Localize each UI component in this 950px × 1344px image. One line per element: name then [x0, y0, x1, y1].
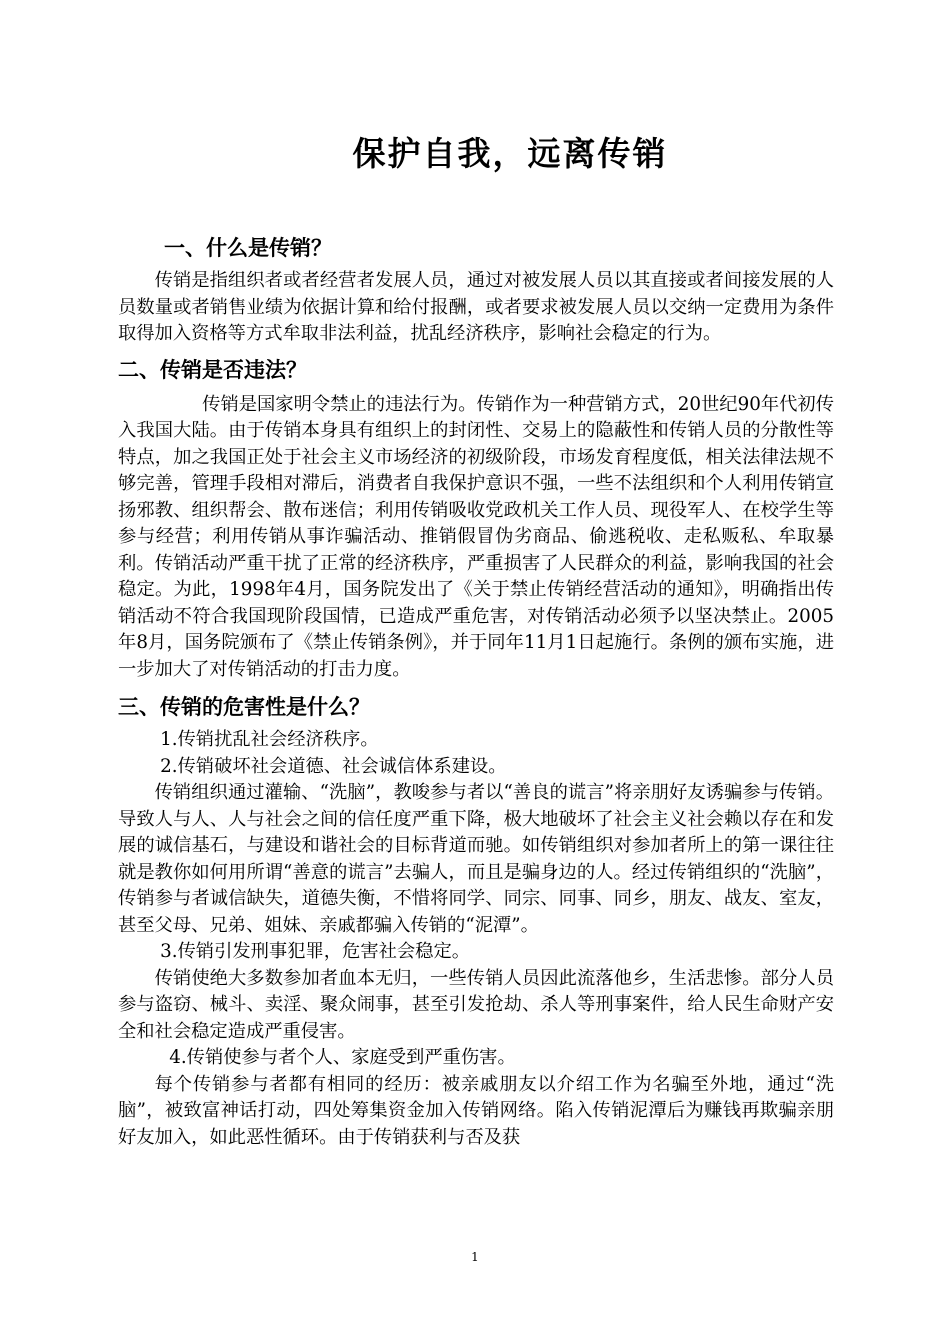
paragraph-harm-3: 传销使绝大多数参加者血本无归，一些传销人员因此流落他乡，生活悲惨。部分人员参与盗窃、械斗、卖淫、聚众闹事，甚至引发抢劫、杀人等刑事案件，给人民生命财产安全和社会稳定造成严重侵害。 [118, 967, 834, 1042]
section-heading-harm: 三、传销的危害性是什么？ [118, 695, 370, 719]
list-item-harm-1: 1.传销扰乱社会经济秩序。 [160, 729, 379, 750]
document-body [118, 232, 834, 1151]
list-item-harm-3: 3.传销引发刑事犯罪，危害社会稳定。 [160, 941, 471, 962]
section-heading-illegal: 二、传销是否违法？ [118, 357, 307, 382]
list-item-harm-2: 2.传销破坏社会道德、社会诚信体系建设。 [160, 755, 507, 777]
paragraph-harm-4: 每个传销参与者都有相同的经历：被亲戚朋友以介绍工作为名骗至外地，通过“洗脑”，被致富神话打动，四处筹集资金加入传销网络。陷入传销泥潭后为赚钱再欺骗亲朋好友加入，如此恶性循环。由于传销获利与否及获 [118, 1073, 834, 1148]
paragraph-harm-2: 传销组织通过灌输、“洗脑”，教唆参与者以“善良的谎言”将亲朋好友诱骗参与传销。导致人与人、人与社会之间的信任度严重下降，极大地破坏了社会主义社会赖以存在和发展的诚信基石，与建设和谐社会的目标背道而驰。如传销组织对参加者所上的第一课往往就是教你如何用所谓“善意的谎言”去骗人，而且是骗身边的人。经过传销组织的“洗脑”，传销参与者诚信缺失，道德失衡，不惜将同学、同宗、同事、同乡，朋友、战友、室友，甚至父母、兄弟、姐妹、亲戚都骗入传销的“泥潭”。 [118, 782, 834, 936]
page-number: 1 [471, 1250, 479, 1264]
paragraph-illegal: 传销是国家明令禁止的违法行为。传销作为一种营销方式，20世纪90年代初传入我国大陆。由于传销本身具有组织上的封闭性、交易上的隐蔽性和传销人员的分散性等特点，加之我国正处于社会主义市场经济的初级阶段，市场发育程度低，相关法律法规不够完善，管理手段相对滞后，消费者自我保护意识不强，一些不法组织和个人利用传销宣扬邪教、组织帮会、散布迷信；利用传销吸收党政机关工作人员、现役军人、在校学生等参与经营；利用传销从事诈骗活动、推销假冒伪劣商品、偷逃税收、走私贩私、牟取暴利。传销活动严重干扰了正常的经济秩序，严重损害了人民群众的利益，影响我国的社会稳定。为此，1998年4月，国务院发出了《关于禁止传销经营活动的通知》，明确指出传销活动不符合我国现阶段国情，已造成严重危害，对传销活动必须予以坚决禁止。2005年8月，国务院颁布了《禁止传销条例》，并于同年11月1日起施行。条例的颁布实施，进一步加大了对传销活动的打击力度。 [118, 393, 834, 680]
list-item-harm-4: 4.传销使参与者个人、家庭受到严重伤害。 [169, 1047, 516, 1068]
paragraph-definition: 传销是指组织者或者经营者发展人员，通过对被发展人员以其直接或者间接发展的人员数量或者销售业绩为依据计算和给付报酬，或者要求被发展人员以交纳一定费用为条件取得加入资格等方式牟取非法利益，扰乱经济秩序，影响社会稳定的行为。 [118, 270, 834, 344]
section-heading-what-is: 一、什么是传销？ [164, 236, 332, 260]
document-title: 保护自我，远离传销 [352, 134, 668, 173]
